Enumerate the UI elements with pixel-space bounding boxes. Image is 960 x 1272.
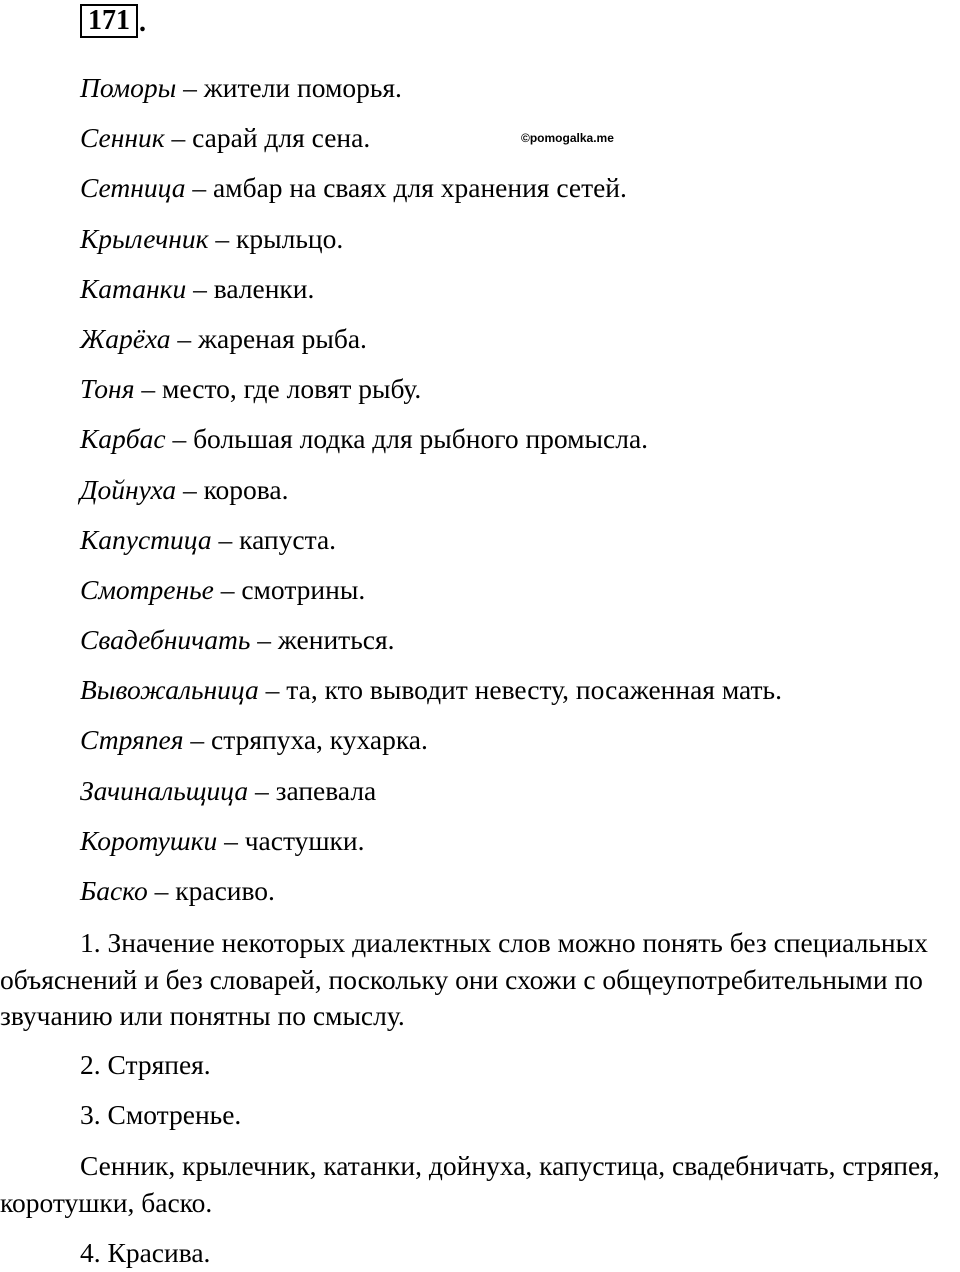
answer-1: 1. Значение некоторых диалектных слов можно понять без специальных объяснений и без словарей, поскольку они схожи с общеупотребительными по звучанию или понятны по смыслу. [0, 927, 928, 1031]
glossary-entry [80, 68, 782, 118]
glossary-definition: – большая лодка для рыбного промысла. [165, 423, 649, 455]
answer-4: 4. Красива. [80, 1237, 211, 1268]
glossary-term: Тоня [80, 373, 135, 405]
glossary-term: Баско [80, 875, 148, 906]
glossary-term: Крылечник [80, 222, 209, 254]
glossary-definition: – жареная рыба. [170, 322, 367, 354]
glossary-entry [80, 720, 782, 770]
answer-3: 3. Смотренье. [80, 1099, 242, 1130]
glossary-term: Смотренье [80, 573, 214, 605]
glossary-definition: – амбар на сваях для хранения сетей. [185, 172, 627, 204]
glossary-entry [80, 670, 782, 720]
task-number-box: 171 [80, 4, 138, 38]
glossary-definition: – запевала [248, 774, 377, 806]
glossary-definition: – жениться. [250, 624, 395, 656]
glossary-entry [80, 520, 782, 570]
answer-3-word-list: Сенник, крылечник, катанки, дойнуха, капустица, свадебничать, стряпея, коротушки, баско. [0, 1150, 940, 1218]
answer-2: 2. Стряпея. [80, 1049, 211, 1080]
glossary-definition: – красиво. [147, 875, 275, 906]
glossary-term: Свадебничать [80, 624, 251, 656]
glossary-term: Катанки [80, 272, 187, 304]
glossary-entry [80, 168, 782, 218]
glossary-list [80, 68, 782, 921]
glossary-entry [80, 470, 782, 520]
glossary-definition: – крыльцо. [208, 222, 344, 254]
glossary-entry [80, 319, 782, 369]
glossary-term: Капустица [80, 523, 212, 555]
glossary-definition: – та, кто выводит невесту, посаженная мать. [258, 674, 782, 706]
glossary-term: Жарёха [80, 322, 171, 354]
glossary-definition: – смотрины. [213, 573, 366, 605]
glossary-entry [80, 871, 782, 921]
glossary-entry [80, 620, 782, 670]
glossary-definition: – корова. [176, 473, 289, 505]
glossary-term: Коротушки [80, 824, 218, 856]
watermark: ©pomogalka.me [521, 131, 614, 145]
task-number-dot: . [139, 7, 146, 38]
glossary-entry [80, 570, 782, 620]
glossary-definition: – капуста. [211, 523, 337, 555]
glossary-term: Сетница [80, 172, 186, 204]
glossary-definition: – стряпуха, кухарка. [183, 724, 428, 756]
glossary-term: Сенник [80, 122, 165, 154]
glossary-term: Стряпея [80, 724, 184, 756]
glossary-definition: – место, где ловят рыбу. [134, 373, 422, 405]
glossary-entry [80, 219, 782, 269]
glossary-entry [80, 118, 782, 168]
glossary-entry [80, 419, 782, 469]
glossary-term: Зачинальщица [80, 774, 249, 806]
glossary-entry [80, 369, 782, 419]
glossary-entry [80, 821, 782, 871]
glossary-definition: – частушки. [217, 824, 365, 856]
glossary-term: Поморы [80, 72, 177, 103]
glossary-term: Дойнуха [80, 473, 177, 505]
glossary-entry [80, 771, 782, 821]
glossary-definition: – валенки. [186, 272, 315, 304]
glossary-term: Карбас [80, 423, 166, 455]
task-number [80, 6, 146, 38]
glossary-definition: – сарай для сена. [164, 122, 371, 154]
glossary-definition: – жители поморья. [176, 72, 402, 103]
glossary-entry [80, 269, 782, 319]
glossary-term: Вывожальница [80, 674, 259, 706]
